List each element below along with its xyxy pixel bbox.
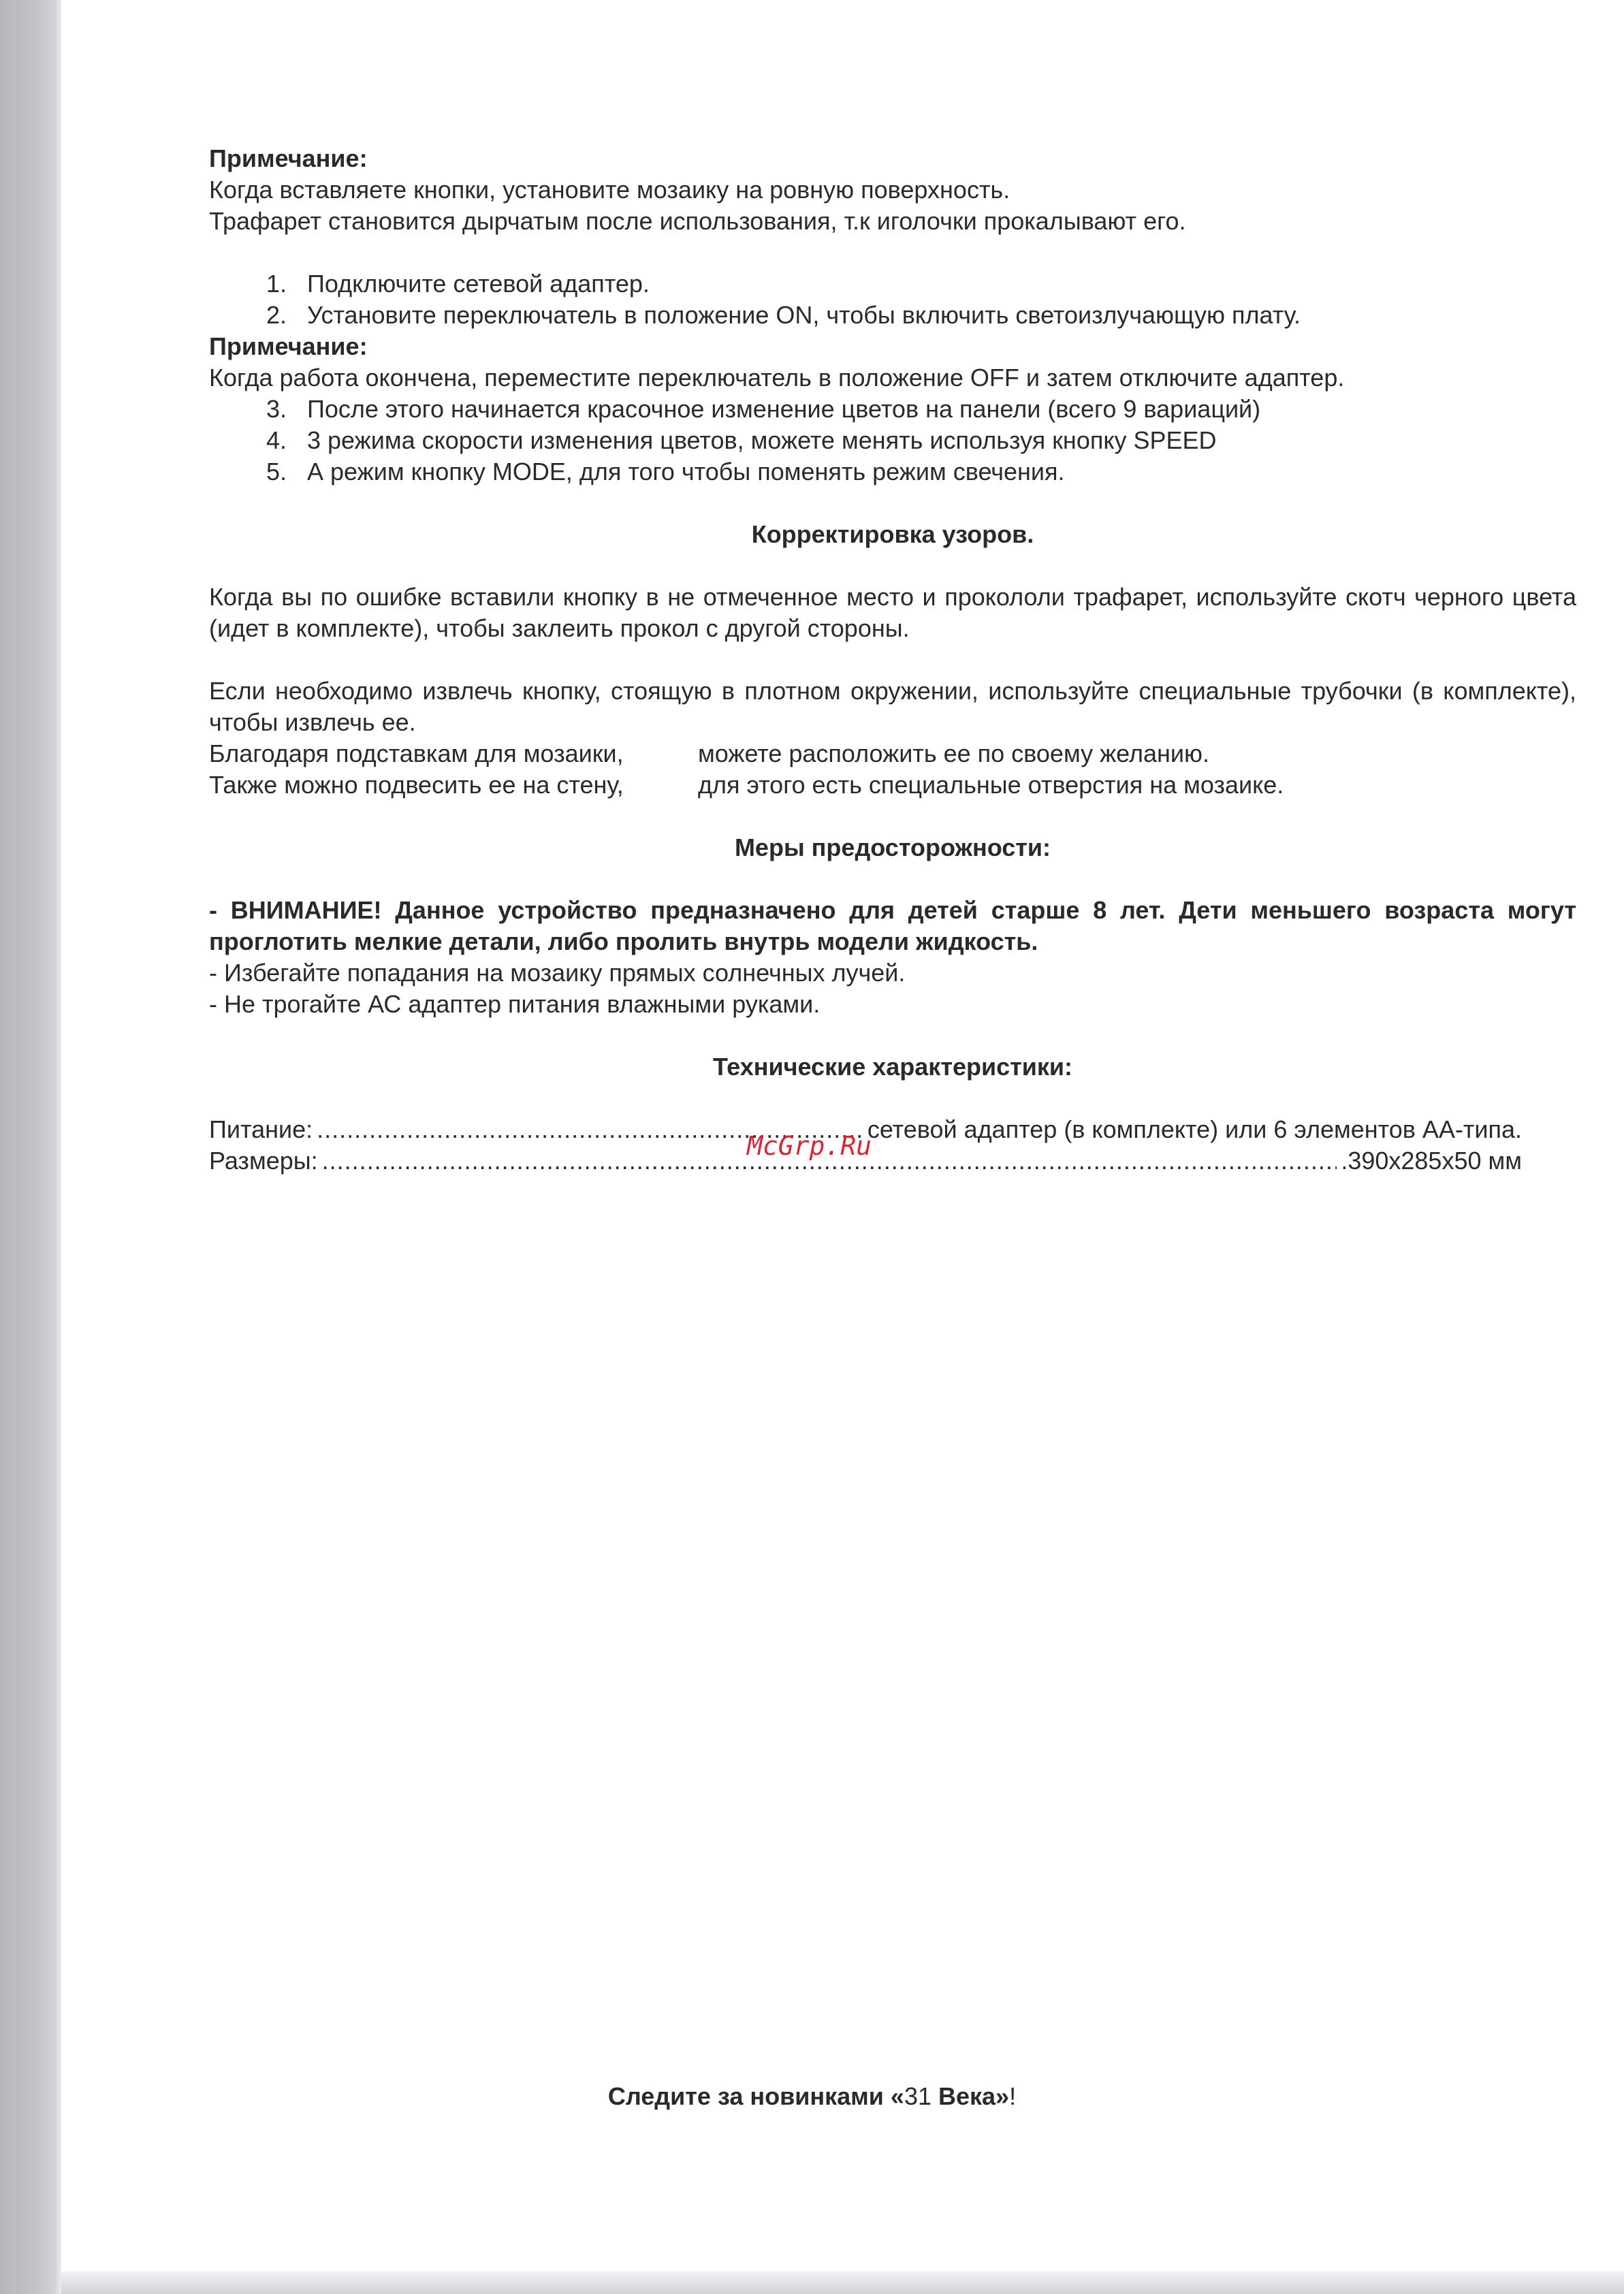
- spec-label: Размеры:: [209, 1147, 318, 1175]
- list-number: 2.: [266, 301, 287, 329]
- footer-text: Века»: [932, 2082, 1010, 2110]
- footer-text: !: [1009, 2082, 1017, 2110]
- wall-row-left: Также можно подвесить ее на стену,: [209, 771, 624, 799]
- list-text: Подключите сетевой адаптер.: [307, 270, 650, 298]
- list-text: 3 режима скорости изменения цветов, можете менять используя кнопку SPEED: [307, 426, 1217, 454]
- note2-heading: Примечание:: [209, 332, 368, 360]
- wall-row-right: для этого есть специальные отверстия на мозаике.: [698, 771, 1284, 799]
- scan-bottom-edge: [61, 2272, 1624, 2294]
- footer-text: Следите за новинками «: [607, 2082, 904, 2110]
- note1-heading: Примечание:: [209, 144, 368, 172]
- scan-edge: [0, 0, 61, 2294]
- list-text: А режим кнопку MODE, для того чтобы поменять режим свечения.: [307, 458, 1065, 485]
- spec-value: сетевой адаптер (в комплекте) или 6 элементов АА-типа.: [867, 1115, 1522, 1143]
- stand-row-right: можете расположить ее по своему желанию.: [698, 739, 1210, 767]
- note2-text: Когда работа окончена, переместите переключатель в положение OFF и затем отключите адаптер.: [209, 364, 1345, 392]
- wall-row: [209, 769, 1576, 801]
- footer-slogan: [0, 2082, 1624, 2111]
- list-text: После этого начинается красочное изменение цветов на панели (всего 9 вариаций): [307, 395, 1261, 423]
- note1-line: Когда вставляете кнопки, установите мозаику на ровную поверхность.: [209, 176, 1010, 204]
- stand-row-left: Благодаря подставкам для мозаики,: [209, 739, 624, 767]
- correction-paragraph: Если необходимо извлечь кнопку, стоящую в плотном окружении, используйте специальные трубочки (в комплекте), чтобы извлечь ее.: [209, 677, 1576, 736]
- correction-paragraph: Когда вы по ошибке вставили кнопку в не отмеченное место и прокололи трафарет, используйте скотч черного цвета (идет в комплекте), чтобы заклеить прокол с другой стороны.: [209, 583, 1576, 642]
- note1-line: Трафарет становится дырчатым после использования, т.к иголочки прокалывают его.: [209, 207, 1186, 235]
- section-heading-precautions: Меры предосторожности:: [734, 833, 1051, 861]
- stand-row: [209, 738, 1576, 769]
- precaution-item: - Не трогайте АС адаптер питания влажными руками.: [209, 990, 821, 1018]
- spec-value: .390x285x50 мм: [1341, 1147, 1522, 1175]
- list-number: 3.: [266, 395, 287, 423]
- warning-paragraph: - ВНИМАНИЕ! Данное устройство предназначено для детей старше 8 лет. Дети меньшего возраста могут проглотить мелкие детали, либо пролить внутрь модели жидкость.: [209, 896, 1576, 955]
- watermark: McGrp.Ru: [747, 1131, 872, 1161]
- spec-label: Питание:: [209, 1115, 313, 1143]
- list-item: [209, 300, 1576, 331]
- section-heading-correction: Корректировка узоров.: [751, 520, 1034, 548]
- footer-text: 31: [904, 2082, 932, 2110]
- list-item: [209, 394, 1576, 425]
- list-number: 4.: [266, 426, 287, 454]
- document-body: [209, 143, 1576, 1177]
- section-heading-specs: Технические характеристики:: [712, 1053, 1073, 1081]
- list-number: 1.: [266, 270, 287, 298]
- list-text: Установите переключатель в положение ON, чтобы включить светоизлучающую плату.: [307, 301, 1301, 329]
- list-item: [209, 456, 1576, 488]
- list-number: 5.: [266, 458, 287, 485]
- precaution-item: - Избегайте попадания на мозаику прямых солнечных лучей.: [209, 959, 906, 987]
- list-item: [209, 425, 1576, 456]
- list-item: [209, 268, 1576, 300]
